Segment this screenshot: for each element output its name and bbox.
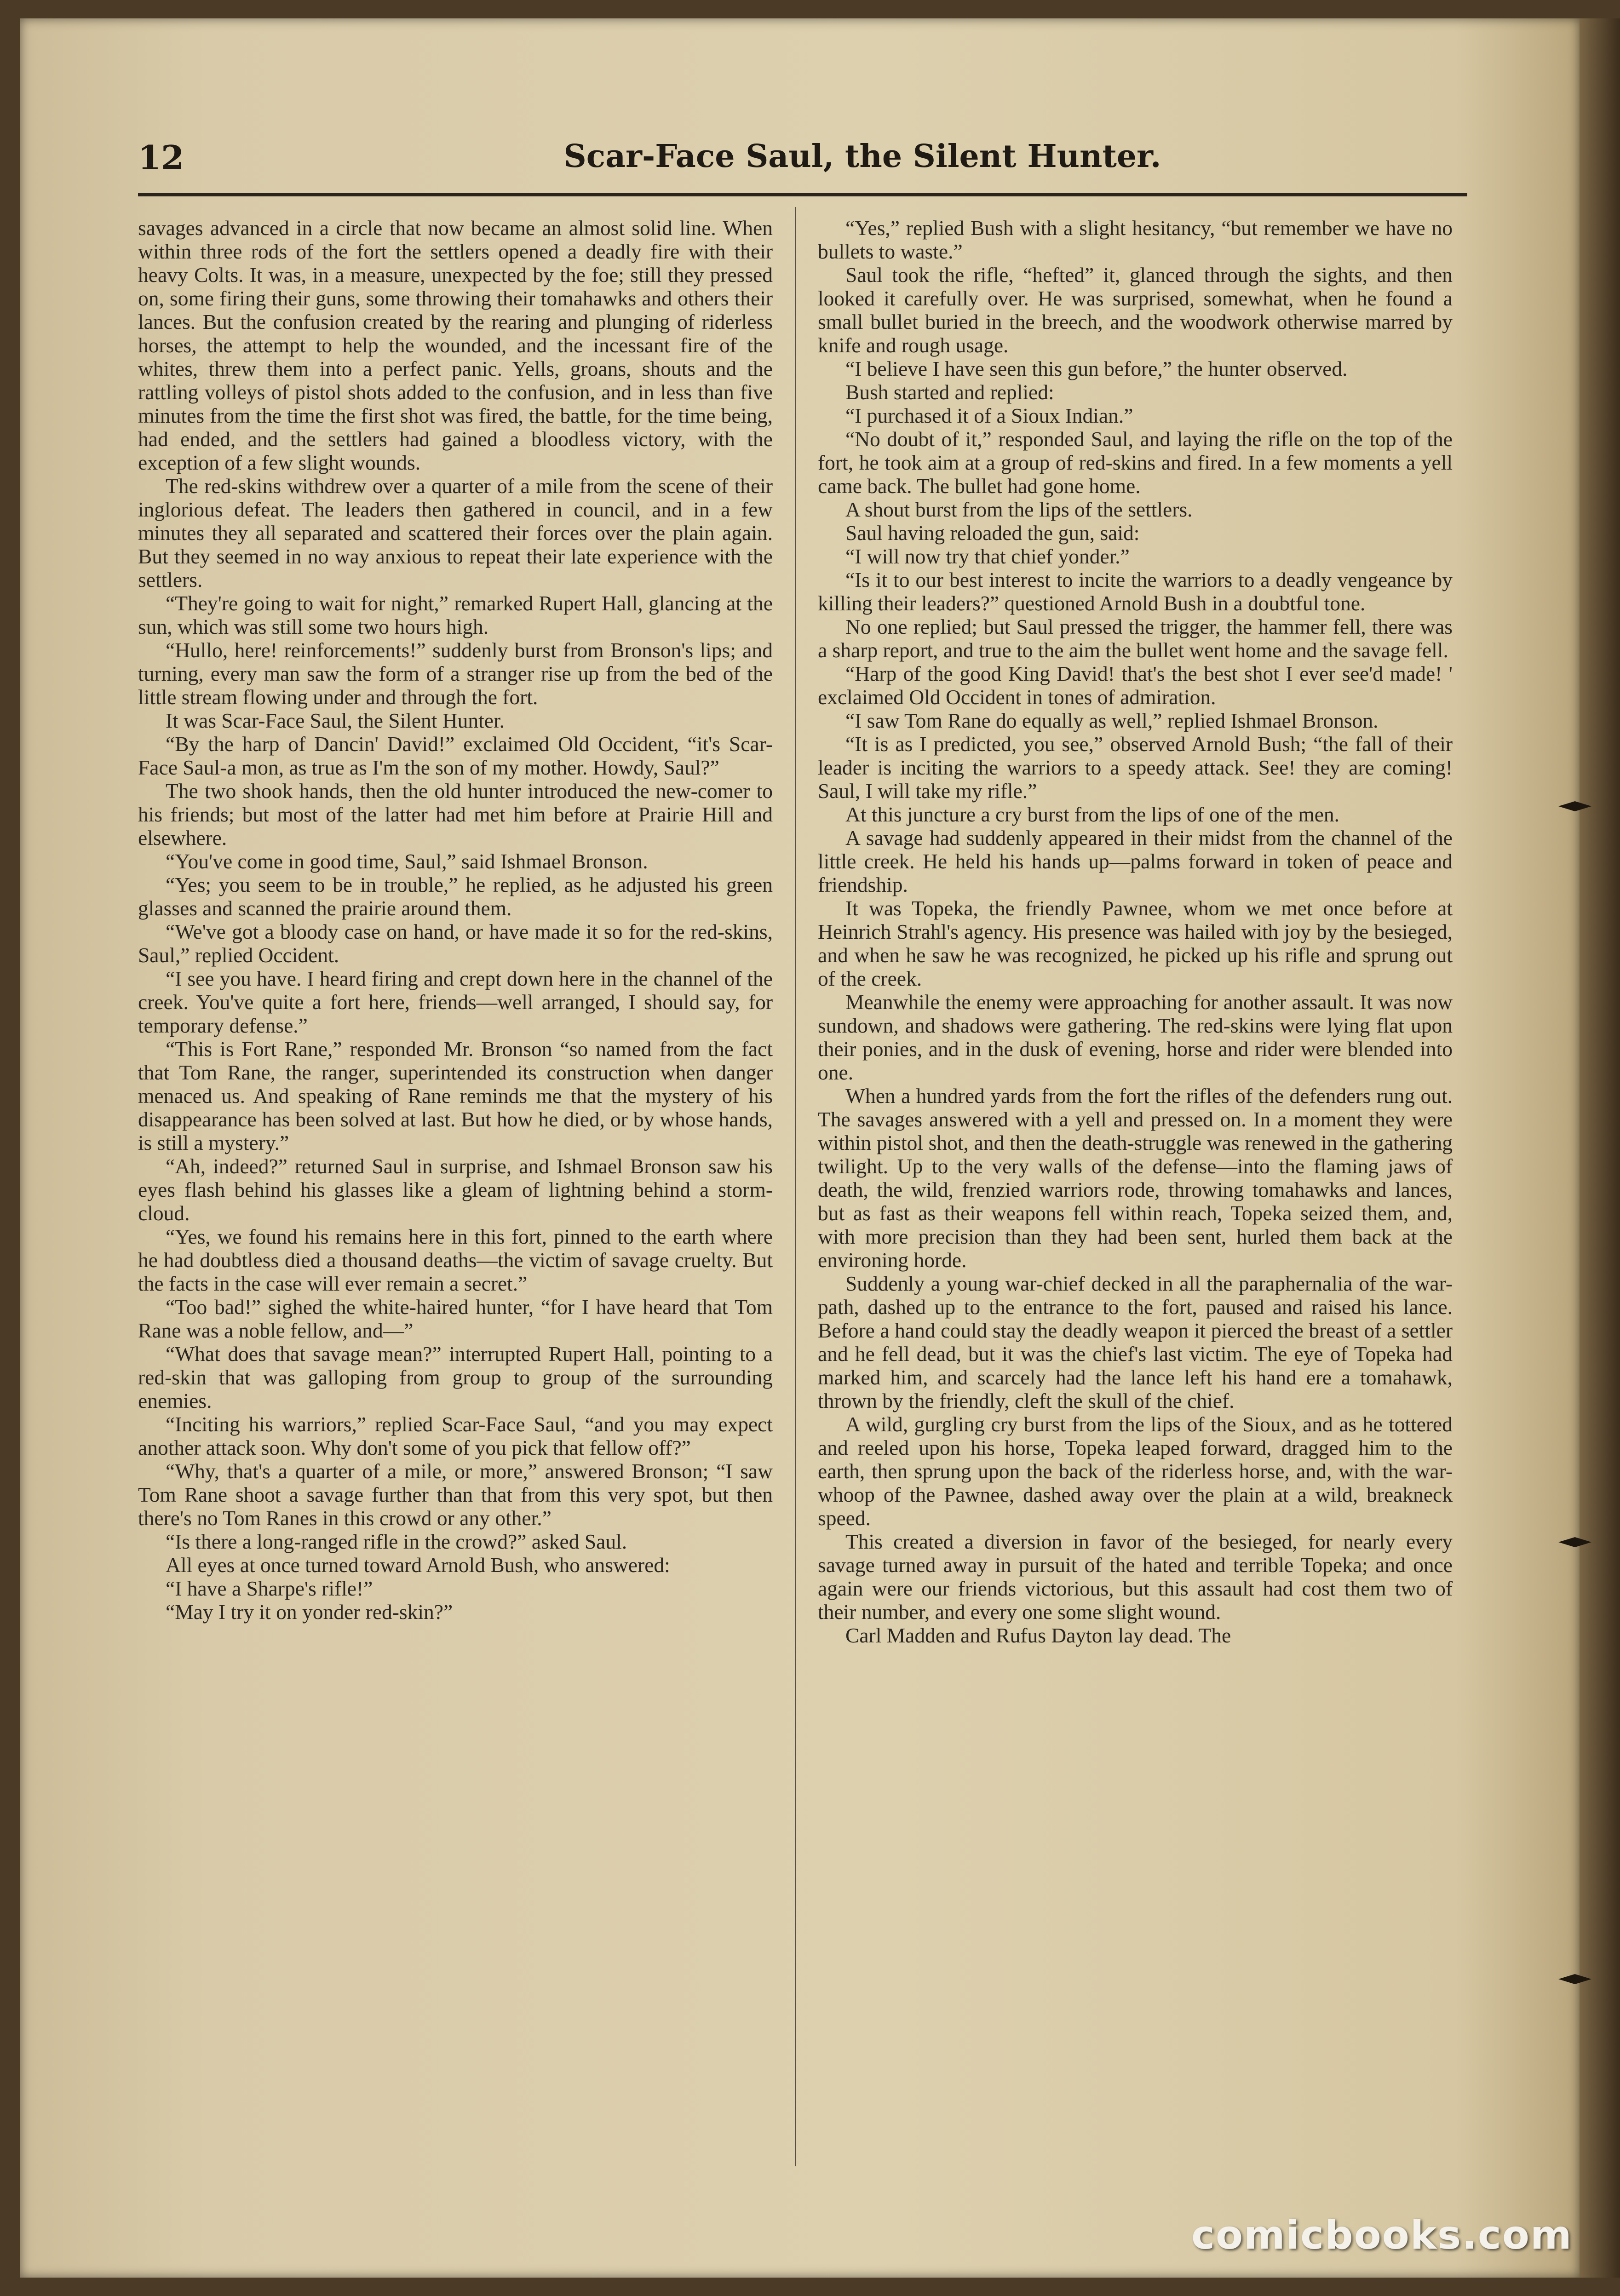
paragraph: “May I try it on yonder red-skin?” bbox=[166, 1600, 453, 1624]
paragraph: “Why, that's a quarter of a mile, or more,” answered Bronson; “I saw Tom Rane shoot a savage further than that from this very spot, but then there's no Tom Ranes in this crowd or any other.” bbox=[138, 1459, 773, 1530]
paragraph: Bush started and replied: bbox=[845, 380, 1054, 404]
paragraph: “Hullo, here! reinforcements!” suddenly burst from Bronson's lips; and turning, every man saw the form of a stranger rise up from the bed of the little stream flowing under and through the fort. bbox=[138, 638, 773, 709]
paragraph: No one replied; but Saul pressed the trigger, the hammer fell, there was a sharp report, and true to the aim the bullet went home and the savage fell. bbox=[818, 615, 1453, 662]
paragraph: “I saw Tom Rane do equally as well,” replied Ishmael Bronson. bbox=[845, 709, 1379, 732]
column-divider bbox=[795, 207, 796, 2166]
paragraph: “Too bad!” sighed the white-haired hunter, “for I have heard that Tom Rane was a noble fellow, and—” bbox=[138, 1295, 773, 1342]
paragraph: “They're going to wait for night,” remarked Rupert Hall, glancing at the sun, which was still some two hours high. bbox=[138, 591, 773, 638]
paragraph: The red-skins withdrew over a quarter of a mile from the scene of their inglorious defeat. The leaders then gathered in council, and in a few minutes they all separated and scattered their forces over the plain again. But they seemed in no way anxious to repeat their late experience with the settlers. bbox=[138, 474, 773, 591]
paragraph: “I purchased it of a Sioux Indian.” bbox=[845, 404, 1133, 427]
paragraph: A savage had suddenly appeared in their midst from the channel of the little creek. He held his hands up—palms forward in token of peace and friendship. bbox=[818, 826, 1453, 896]
paragraph: “Harp of the good King David! that's the best shot I ever see'd made! ' exclaimed Old Occident in tones of admiration. bbox=[818, 662, 1453, 709]
binding-staple-icon bbox=[1558, 1973, 1591, 1985]
paragraph: A wild, gurgling cry burst from the lips of the Sioux, and as he tottered and reeled upon his horse, Topeka leaped forward, dragged him to the earth, then sprung upon the back of the riderless horse, and, with the war-whoop of the Pawnee, dashed away over the plain at a wild, breakneck speed. bbox=[818, 1412, 1453, 1530]
paragraph: Carl Madden and Rufus Dayton lay dead. The bbox=[845, 1624, 1231, 1647]
paragraph: “It is as I predicted, you see,” observed Arnold Bush; “the fall of their leader is inciting the warriors to a speedy attack. See! they are coming! Saul, I will take my rifle.” bbox=[818, 732, 1453, 803]
left-column bbox=[138, 216, 773, 2166]
right-column bbox=[818, 216, 1453, 2166]
paragraph: “We've got a bloody case on hand, or have made it so for the red-skins, Saul,” replied Occident. bbox=[138, 920, 773, 967]
watermark-text: comicbooks.com bbox=[1191, 2212, 1573, 2258]
paragraph: It was Scar-Face Saul, the Silent Hunter. bbox=[166, 709, 505, 732]
paragraph: “Is it to our best interest to incite the warriors to a deadly vengeance by killing their leaders?” questioned Arnold Bush in a doubtful tone. bbox=[818, 568, 1453, 615]
paragraph: savages advanced in a circle that now became an almost solid line. When within three rods of the fort the settlers opened a deadly fire with their heavy Colts. It was, in a measure, unexpected by the foe; still they pressed on, some firing their guns, some throwing their tomahawks and others their lances. But the confusion created by the rearing and plunging of riderless horses, the attempt to help the wounded, and the incessant fire of the whites, threw them into a perfect panic. Yells, groans, shouts and the rattling volleys of pistol shots added to the confusion, and in less than five minutes from the time the first shot was fired, the battle, for the time being, had ended, and the settlers had gained a bloodless victory, with the exception of a few slight wounds. bbox=[138, 216, 773, 474]
paragraph: A shout burst from the lips of the settlers. bbox=[845, 498, 1193, 521]
paragraph: “This is Fort Rane,” responded Mr. Bronson “so named from the fact that Tom Rane, the ranger, superintended its construction when danger menaced us. And speaking of Rane reminds me that the mystery of his disappearance has been solved at last. But how he died, or by whose hands, is still a mystery.” bbox=[138, 1037, 773, 1154]
paragraph: “By the harp of Dancin' David!” exclaimed Old Occident, “it's Scar-Face Saul-a mon, as true as I'm the son of my mother. Howdy, Saul?” bbox=[138, 732, 773, 779]
paragraph: “Yes; you seem to be in trouble,” he replied, as he adjusted his green glasses and scanned the prairie around them. bbox=[138, 873, 773, 920]
paragraph: The two shook hands, then the old hunter introduced the new-comer to his friends; but most of the latter had met him before at Prairie Hill and elsewhere. bbox=[138, 779, 773, 850]
paragraph: “Yes,” replied Bush with a slight hesitancy, “but remember we have no bullets to waste.” bbox=[818, 216, 1453, 263]
paragraph: Suddenly a young war-chief decked in all the paraphernalia of the war-path, dashed up to the entrance to the fort, paused and raised his lance. Before a hand could stay the deadly weapon it pierced the breast of a settler and he fell dead, but it was the chief's last victim. The eye of Topeka had marked him, and scarcely had the lance left his hand ere a tomahawk, thrown by the friendly, cleft the skull of the chief. bbox=[818, 1272, 1453, 1412]
paragraph: “I have a Sharpe's rifle!” bbox=[166, 1577, 373, 1600]
paragraph: “Inciting his warriors,” replied Scar-Face Saul, “and you may expect another attack soon. Why don't some of you pick that fellow off?” bbox=[138, 1412, 773, 1459]
paragraph: “I will now try that chief yonder.” bbox=[845, 545, 1130, 568]
paragraph: Saul took the rifle, “hefted” it, glanced through the sights, and then looked it carefully over. He was surprised, somewhat, when he found a small bullet buried in the breech, and the woodwork otherwise marred by knife and rough usage. bbox=[818, 263, 1453, 357]
page-header bbox=[138, 138, 1467, 193]
paragraph: At this juncture a cry burst from the lips of one of the men. bbox=[845, 803, 1340, 826]
paragraph: Saul having reloaded the gun, said: bbox=[845, 521, 1140, 545]
paragraph: “What does that savage mean?” interrupted Rupert Hall, pointing to a red-skin that was galloping from group to group of the surrounding enemies. bbox=[138, 1342, 773, 1412]
binding-staple-icon bbox=[1558, 1536, 1591, 1548]
running-title: Scar-Face Saul, the Silent Hunter. bbox=[563, 138, 1161, 175]
paragraph: “Ah, indeed?” returned Saul in surprise, and Ishmael Bronson saw his eyes flash behind his glasses like a gleam of lightning behind a storm-cloud. bbox=[138, 1154, 773, 1225]
paragraph: This created a diversion in favor of the besieged, for nearly every savage turned away in pursuit of the hated and terrible Topeka; and once again were our friends victorious, but this assault had cost them two of their number, and every one some slight wound. bbox=[818, 1530, 1453, 1624]
paragraph: Meanwhile the enemy were approaching for another assault. It was now sundown, and shadows were gathering. The red-skins were lying flat upon their ponies, and in the dusk of evening, horse and rider were blended into one. bbox=[818, 990, 1453, 1084]
paragraph: “Yes, we found his remains here in this fort, pinned to the earth where he had doubtless died a thousand deaths—the victim of savage cruelty. But the facts in the case will ever remain a secret.” bbox=[138, 1225, 773, 1295]
paragraph: All eyes at once turned toward Arnold Bush, who answered: bbox=[166, 1553, 670, 1577]
paragraph: “No doubt of it,” responded Saul, and laying the rifle on the top of the fort, he took aim at a group of red-skins and fired. In a few moments a yell came back. The bullet had gone home. bbox=[818, 427, 1453, 498]
book-spine bbox=[1580, 18, 1620, 2278]
paragraph: “You've come in good time, Saul,” said Ishmael Bronson. bbox=[166, 850, 648, 873]
header-rule bbox=[138, 193, 1467, 196]
paragraph: “I believe I have seen this gun before,” the hunter observed. bbox=[845, 357, 1348, 380]
paragraph: It was Topeka, the friendly Pawnee, whom we met once before at Heinrich Strahl's agency. His presence was hailed with joy by the besieged, and when he saw he was recognized, he picked up his rifle and sprung out of the creek. bbox=[818, 896, 1453, 990]
paragraph: When a hundred yards from the fort the rifles of the defenders rung out. The savages answered with a yell and pressed on. In a moment they were within pistol shot, and then the death-struggle was renewed in the gathering twilight. Up to the very walls of the defense—into the flaming jaws of death, the wild, frenzied warriors rode, throwing tomahawks and lances, but as fast as their weapons fell within reach, Topeka seized them, and, with more precision than they had been sent, hurled them back at the environing horde. bbox=[818, 1084, 1453, 1272]
page-number: 12 bbox=[138, 138, 184, 177]
paragraph: “Is there a long-ranged rifle in the crowd?” asked Saul. bbox=[166, 1530, 627, 1553]
binding-staple-icon bbox=[1558, 800, 1591, 812]
paragraph: “I see you have. I heard firing and crept down here in the channel of the creek. You've quite a fort here, friends—well arranged, I should say, for temporary defense.” bbox=[138, 967, 773, 1037]
